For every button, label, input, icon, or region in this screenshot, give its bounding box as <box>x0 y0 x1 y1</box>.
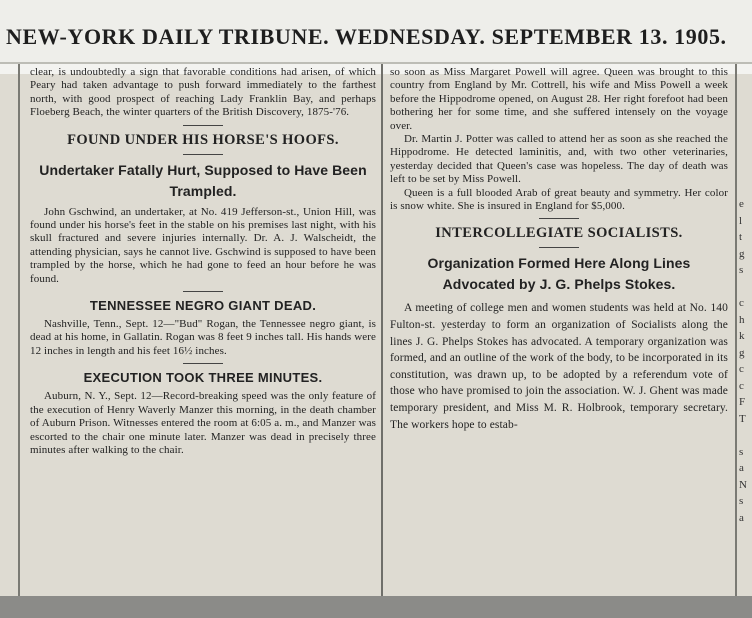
article-continuation: clear, is undoubtedly a sign that favorable conditions had arisen, of which Peary had taken advantage to push forward immediately to the farthest north, with good prospect of reaching Lady Franklin Bay, and perhaps Floeberg Beach, the winter quarters of the British Discovery, 1875-'76. <box>30 66 376 119</box>
margin-letter: s <box>739 445 744 458</box>
article-body-execution: Auburn, N. Y., Sept. 12—Record-breaking speed was the only feature of the execution of Henry Waverly Manzer this morning, in the death chamber of Auburn Prison. Witnesses entered the room at 6:05 a. m., and Manzer was escorted to the chair one minute later. Manzer was dead in precisely three minutes after walking to the chair. <box>30 390 376 456</box>
article-paragraph-queen-3: Queen is a full blooded Arab of great beauty and symmetry. Her color is snow white. She is insured in England for $5,000. <box>390 186 728 213</box>
margin-letter: F <box>739 396 746 408</box>
margin-letter: e <box>739 198 744 210</box>
divider <box>183 154 223 155</box>
article-body-horse: John Gschwind, an undertaker, at No. 419 Jefferson-st., Union Hill, was found under his horse's feet in the stable on his premises last night, with his skull fractured and severe injuries internally. Dr. A. J. Walscheidt, the attending physician, says he cannot live. Gschwind is supposed to have been trampled by the horse, which he had gone to feed an hour before he was found. <box>30 205 376 285</box>
margin-letter: N <box>739 478 747 491</box>
margin-letter: g <box>739 247 745 260</box>
margin-letter <box>739 279 751 296</box>
masthead <box>0 0 752 64</box>
headline-giant-dead: TENNESSEE NEGRO GIANT DEAD. <box>89 298 317 314</box>
column-rule-middle <box>381 64 383 604</box>
headline-horse-hoofs: FOUND UNDER HIS HORSE'S HOOFS. <box>67 131 339 148</box>
column-rule-right <box>735 64 737 604</box>
divider <box>183 363 223 364</box>
scan-bottom-edge <box>0 596 752 618</box>
margin-letter: h <box>739 313 745 326</box>
divider <box>183 291 223 292</box>
article-paragraph-queen-1: so soon as Miss Margaret Powell will agree. Queen was brought to this country from England by Mr. Cottrell, his wife and Miss Powell a week before the Hippodrome opened, on August 28. Her right forefoot had been bothering her for some time, and she suffered intensely on the voyage over. <box>390 66 728 132</box>
divider <box>539 218 579 219</box>
margin-letter: g <box>739 346 745 359</box>
adjacent-column-fragment <box>739 196 751 526</box>
subhead-undertaker: Undertaker Fatally Hurt, Supposed to Have Been Trampled. <box>39 161 367 199</box>
article-body-socialists: A meeting of college men and women students was held at No. 140 Fulton-st. yesterday to form an organization of Socialists along the lines J. G. Phelps Stokes has advocated. A temporary organization was formed, and an outline of the work of the body, to be incorporated in its constitution, was drawn up, to be adopted by a referendum vote of those who have promised to join the association. W. J. Ghent was made temporary president, and Miss M. R. Holbrook, temporary secretary. The workers hope to estab- <box>390 302 728 431</box>
margin-letter: c <box>739 297 744 309</box>
divider <box>183 125 223 126</box>
margin-letter: T <box>739 412 746 425</box>
margin-letter: s <box>739 495 744 507</box>
margin-letter: c <box>739 379 744 392</box>
column-rule-left <box>18 64 20 604</box>
headline-socialists: INTERCOLLEGIATE SOCIALISTS. <box>435 225 683 242</box>
margin-letter: a <box>739 511 744 524</box>
margin-letter <box>739 427 751 444</box>
masthead-title: NEW-YORK DAILY TRIBUNE. WEDNESDAY. SEPTEMBER 13. 1905. <box>6 24 727 49</box>
margin-letter: s <box>739 264 744 276</box>
margin-letter: c <box>739 363 744 375</box>
margin-letter: l <box>739 214 743 227</box>
article-body-giant: Nashville, Tenn., Sept. 12—"Bud" Rogan, the Tennessee negro giant, is dead at his home, in Gallatin. Rogan was 8 feet 9 inches tall. His hands were 12 inches in length and his feet 16½ inches. <box>30 318 376 357</box>
headline-execution: EXECUTION TOOK THREE MINUTES. <box>83 370 323 386</box>
right-column <box>390 66 728 433</box>
left-column <box>30 66 376 457</box>
article-paragraph-queen-2: Dr. Martin J. Potter was called to attend her as soon as she reached the Hippodrome. He detected laminitis, and, with two other veterinaries, yesterday decided that Queen's case was hopeless. The day of death was left to be set by Miss Powell. <box>390 133 728 186</box>
divider <box>539 247 579 248</box>
subhead-organization: Organization Formed Here Along Lines Advocated by J. G. Phelps Stokes. <box>427 255 691 293</box>
margin-letter: t <box>739 231 743 243</box>
margin-letter: k <box>739 330 745 342</box>
margin-letter: a <box>739 462 744 474</box>
